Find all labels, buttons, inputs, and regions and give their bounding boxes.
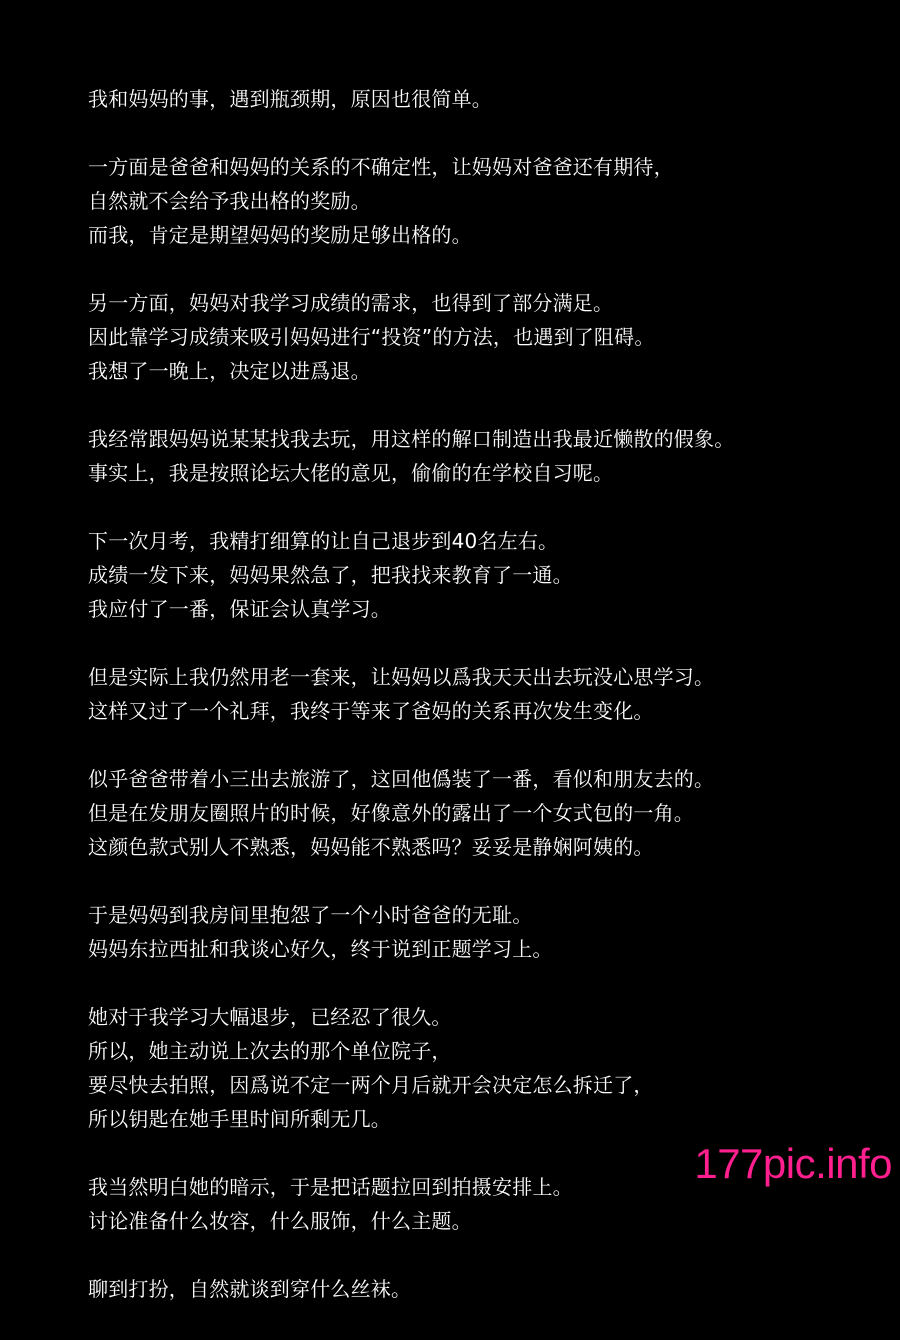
paragraph-6 (88, 660, 878, 728)
text-line: 我应付了一番，保证会认真学习。 (88, 597, 391, 621)
text-line: 她对于我学习大幅退步，已经忍了很久。 (88, 1005, 452, 1029)
paragraph-9 (88, 1000, 878, 1136)
text-line: 我和妈妈的事，遇到瓶颈期，原因也很简单。 (88, 87, 492, 111)
text-line: 似乎爸爸带着小三出去旅游了，这回他僞装了一番，看似和朋友去的。 (88, 767, 715, 791)
paragraph-2 (88, 150, 878, 252)
paragraph-8 (88, 898, 878, 966)
text-line: 我经常跟妈妈说某某找我去玩，用这样的解口制造出我最近懒散的假象。 (88, 427, 735, 451)
text-line: 但是实际上我仍然用老一套来，让妈妈以爲我天天出去玩没心思学习。 (88, 665, 715, 689)
paragraph-7 (88, 762, 878, 864)
paragraph-1 (88, 82, 878, 116)
text-line: 于是妈妈到我房间里抱怨了一个小时爸爸的无耻。 (88, 903, 533, 927)
text-line: 成绩一发下来，妈妈果然急了，把我找来教育了一通。 (88, 563, 573, 587)
text-line: 自然就不会给予我出格的奖励。 (88, 189, 371, 213)
text-line: 我想了一晚上，决定以进爲退。 (88, 359, 371, 383)
text-line: 一方面是爸爸和妈妈的关系的不确定性，让妈妈对爸爸还有期待， (88, 155, 674, 179)
text-line: 要尽快去拍照，因爲说不定一两个月后就开会决定怎么拆迁了， (88, 1073, 654, 1097)
text-line: 但是在发朋友圈照片的时候，好像意外的露出了一个女式包的一角。 (88, 801, 694, 825)
text-line: 而我，肯定是期望妈妈的奖励足够出格的。 (88, 223, 472, 247)
text-line: 妈妈东拉西扯和我谈心好久，终于说到正题学习上。 (88, 937, 553, 961)
text-line: 下一次月考，我精打细算的让自己退步到40名左右。 (88, 529, 559, 553)
watermark: 177pic.info (694, 1140, 892, 1187)
paragraph-4 (88, 422, 878, 490)
text-line: 事实上，我是按照论坛大佬的意见，偷偷的在学校自习呢。 (88, 461, 614, 485)
paragraph-5 (88, 524, 878, 626)
text-line: 我当然明白她的暗示，于是把话题拉回到拍摄安排上。 (88, 1175, 573, 1199)
text-line: 讨论准备什么妆容，什么服饰，什么主题。 (88, 1209, 472, 1233)
text-line: 另一方面，妈妈对我学习成绩的需求，也得到了部分满足。 (88, 291, 614, 315)
text-line: 所以，她主动说上次去的那个单位院子， (88, 1039, 452, 1063)
paragraph-11 (88, 1272, 878, 1306)
text-line: 这样又过了一个礼拜，我终于等来了爸妈的关系再次发生变化。 (88, 699, 654, 723)
text-line: 聊到打扮，自然就谈到穿什么丝袜。 (88, 1277, 412, 1301)
text-line: 所以钥匙在她手里时间所剩无几。 (88, 1107, 391, 1131)
paragraph-3 (88, 286, 878, 388)
text-line: 因此靠学习成绩来吸引妈妈进行“投资”的方法，也遇到了阻碍。 (88, 325, 655, 349)
text-line: 这颜色款式别人不熟悉，妈妈能不熟悉吗？妥妥是静娴阿姨的。 (88, 835, 654, 859)
